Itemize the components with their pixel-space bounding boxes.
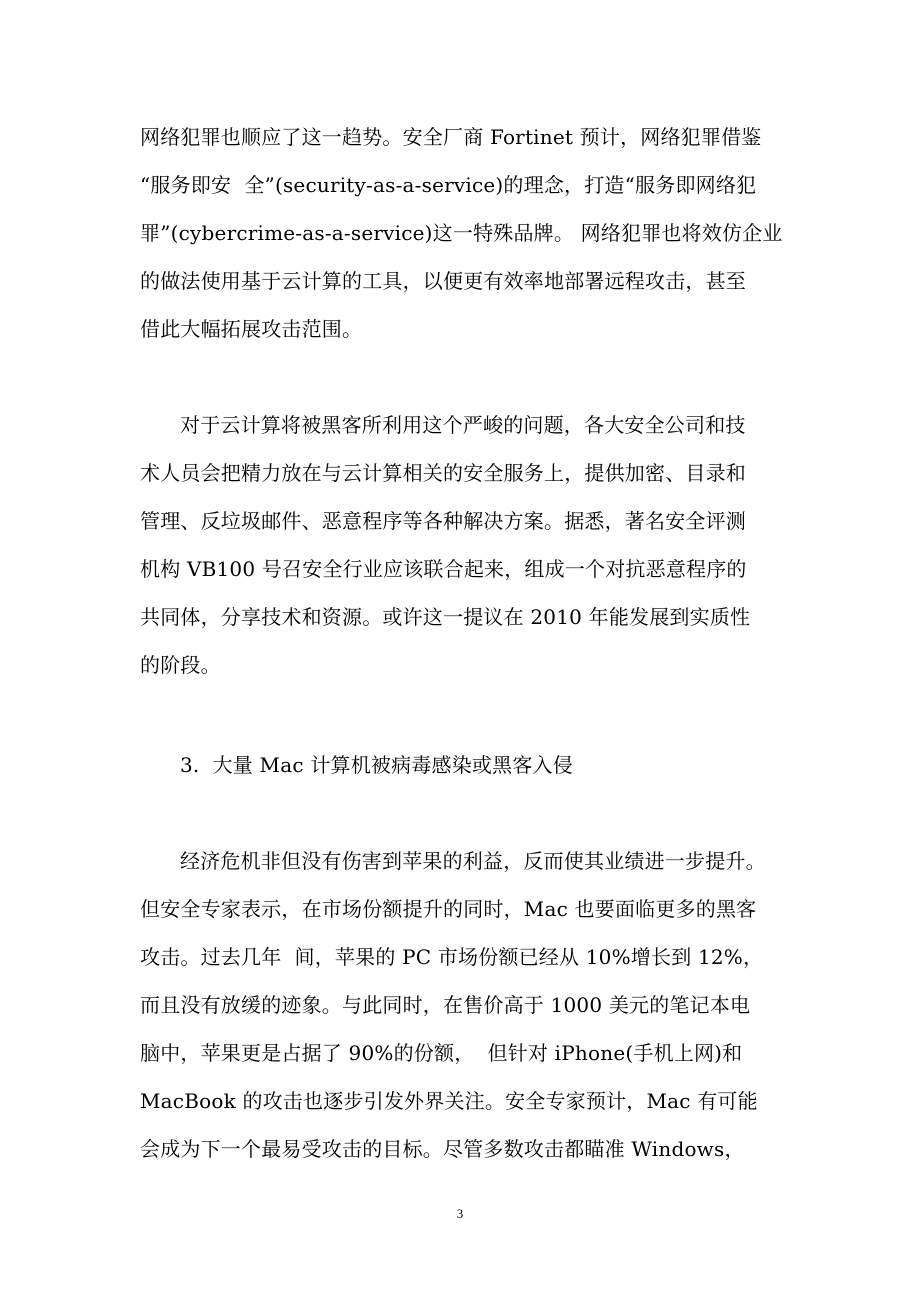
paragraph-3-line-6: MacBook 的攻击也逐步引发外界关注。安全专家预计，Mac 有可能 <box>140 1089 758 1113</box>
paragraph-3-line-4: 而且没有放缓的迹象。与此同时，在售价高于 1000 美元的笔记本电 <box>140 993 751 1017</box>
paragraph-2-line-3: 管理、反垃圾邮件、恶意程序等各种解决方案。据悉，著名安全评测 <box>140 509 746 533</box>
paragraph-3-line-5: 脑中，苹果更是占据了 90%的份额， 但针对 iPhone(手机上网)和 <box>140 1041 743 1065</box>
paragraph-3-line-1: 经济危机非但没有伤害到苹果的利益，反而使其业绩进一步提升。 <box>180 849 766 873</box>
paragraph-2-line-4: 机构 VB100 号召安全行业应该联合起来，组成一个对抗恶意程序的 <box>140 557 747 581</box>
paragraph-2-line-2: 术人员会把精力放在与云计算相关的安全服务上，提供加密、目录和 <box>140 461 746 485</box>
paragraph-2-line-1: 对于云计算将被黑客所利用这个严峻的问题，各大安全公司和技 <box>180 413 746 437</box>
paragraph-2-line-6: 的阶段。 <box>140 653 221 677</box>
paragraph-1-line-2: “服务即安 全”(security-as-a-service)的理念，打造“服务即网络犯 <box>140 173 757 197</box>
page-number: 3 <box>456 1206 464 1221</box>
paragraph-1-line-3: 罪”(cybercrime-as-a-service)这一特殊品牌。 网络犯罪也将效仿企业 <box>140 221 783 245</box>
paragraph-1-line-1: 网络犯罪也顺应了这一趋势。安全厂商 Fortinet 预计，网络犯罪借鉴 <box>140 125 762 149</box>
paragraph-1-line-4: 的做法使用基于云计算的工具，以便更有效率地部署远程攻击，甚至 <box>140 269 746 293</box>
paragraph-3-line-2: 但安全专家表示，在市场份额提升的同时，Mac 也要面临更多的黑客 <box>140 897 757 921</box>
paragraph-3-line-7: 会成为下一个最易受攻击的目标。尽管多数攻击都瞄准 Windows， <box>140 1137 745 1161</box>
paragraph-1-line-5: 借此大幅拓展攻击范围。 <box>140 317 363 341</box>
paragraph-3-line-3: 攻击。过去几年 间，苹果的 PC 市场份额已经从 10%增长到 12%， <box>140 945 764 969</box>
section-heading: 3. 大量 Mac 计算机被病毒感染或黑客入侵 <box>180 753 573 777</box>
paragraph-2-line-5: 共同体，分享技术和资源。或许这一提议在 2010 年能发展到实质性 <box>140 605 751 629</box>
